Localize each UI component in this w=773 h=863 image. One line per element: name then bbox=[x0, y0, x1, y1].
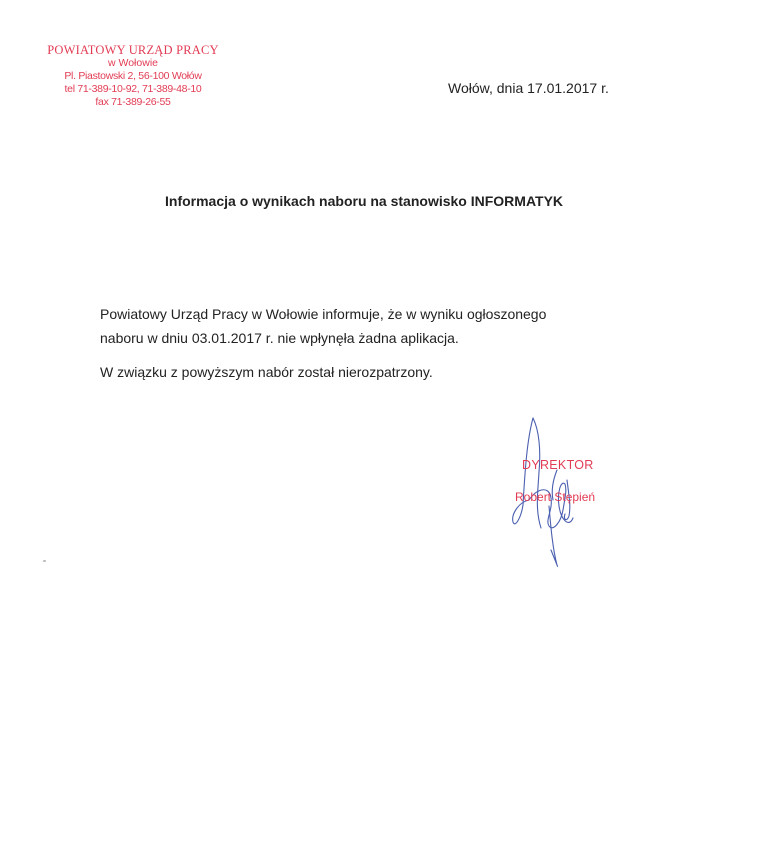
body-paragraph-1-line-2: naboru w dniu 03.01.2017 r. nie wpłynęła żadna aplikacja. bbox=[100, 330, 459, 346]
document-body bbox=[100, 302, 640, 384]
body-paragraph-2: W związku z powyższym nabór został nierozpatrzony. bbox=[100, 364, 433, 380]
signature-title: DYREKTOR bbox=[522, 458, 594, 472]
document-title: Informacja o wynikach naboru na stanowisko INFORMATYK bbox=[165, 193, 564, 209]
document-date: Wołów, dnia 17.01.2017 r. bbox=[448, 80, 609, 96]
signature-name: Robert Stępień bbox=[515, 490, 596, 504]
stamp-city: w Wołowie bbox=[108, 57, 158, 69]
signature-block bbox=[505, 410, 625, 575]
stamp-phone: tel 71-389-10-92, 71-389-48-10 bbox=[64, 83, 202, 95]
stamp-fax: fax 71-389-26-55 bbox=[95, 96, 171, 108]
office-stamp bbox=[38, 44, 228, 109]
stamp-office-name: POWIATOWY URZĄD PRACY bbox=[47, 43, 219, 57]
stamp-address: Pl. Piastowski 2, 56-100 Wołów bbox=[64, 70, 202, 82]
body-paragraph-1-line-1: Powiatowy Urząd Pracy w Wołowie informuje, że w wyniku ogłoszonego bbox=[100, 306, 547, 322]
scan-speck bbox=[43, 560, 46, 562]
